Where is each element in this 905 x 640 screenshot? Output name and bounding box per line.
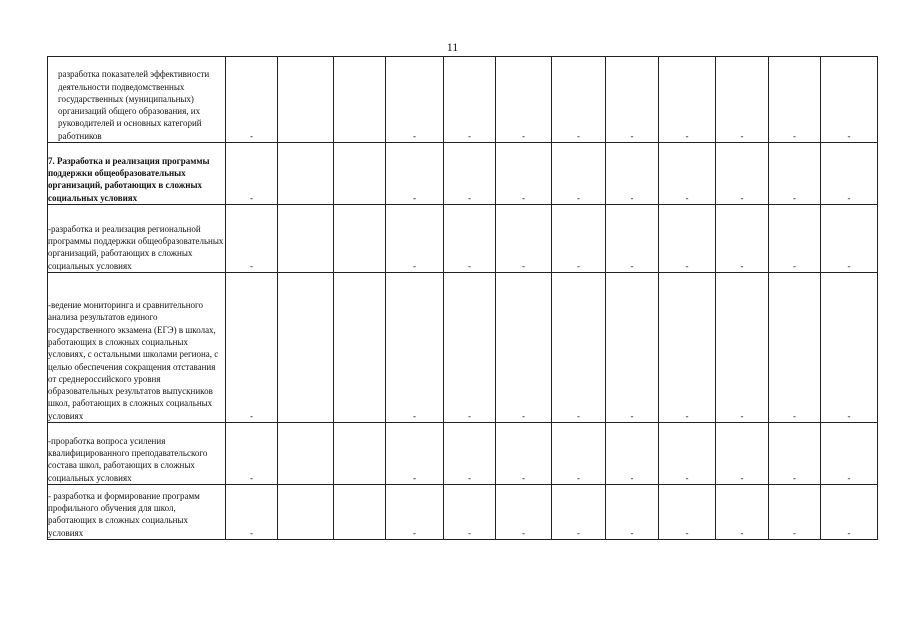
value-cell: - (716, 273, 769, 423)
value-cell: - (659, 423, 716, 485)
page-number: 11 (446, 40, 459, 54)
value-cell: - (769, 143, 821, 205)
value-cell: - (552, 143, 606, 205)
value-cell: - (769, 485, 821, 540)
value-cell: - (496, 57, 552, 143)
value-cell: - (386, 273, 444, 423)
value-cell (334, 57, 386, 143)
value-cell: - (606, 273, 659, 423)
value-cell (334, 423, 386, 485)
value-cell: - (821, 57, 878, 143)
value-cell: - (606, 485, 659, 540)
value-cell: - (386, 485, 444, 540)
value-cell (334, 205, 386, 273)
value-cell: - (659, 485, 716, 540)
value-cell: - (606, 205, 659, 273)
value-cell: - (716, 57, 769, 143)
plan-table (47, 56, 878, 540)
value-cell: - (821, 273, 878, 423)
value-cell: - (769, 423, 821, 485)
value-cell: - (821, 485, 878, 540)
value-cell: - (444, 57, 496, 143)
value-cell (278, 57, 334, 143)
value-cell: - (659, 57, 716, 143)
value-cell: - (821, 143, 878, 205)
value-cell: - (496, 143, 552, 205)
value-cell (278, 143, 334, 205)
value-cell: - (659, 205, 716, 273)
value-cell: - (552, 273, 606, 423)
table-row (48, 485, 878, 540)
value-cell (278, 273, 334, 423)
value-cell (334, 485, 386, 540)
table-row (48, 273, 878, 423)
row-label: - разработка и формирование программ профильного обучения для школ, работающих в сложных социальных условиях (48, 485, 226, 540)
value-cell: - (769, 273, 821, 423)
value-cell: - (552, 485, 606, 540)
table-row (48, 205, 878, 273)
value-cell (334, 273, 386, 423)
value-cell: - (226, 273, 278, 423)
value-cell: - (606, 423, 659, 485)
table-row (48, 423, 878, 485)
row-label: разработка показателей эффективности деятельности подведомственных государственных (муниципальных) организаций общего образования, их руководителей и основных категорий работников (48, 57, 226, 143)
value-cell: - (659, 143, 716, 205)
value-cell: - (659, 273, 716, 423)
value-cell: - (226, 485, 278, 540)
row-label: -разработка и реализация региональной программы поддержки общеобразовательных организаций, работающих в сложных социальных условиях (48, 205, 226, 273)
value-cell: - (444, 205, 496, 273)
value-cell: - (769, 205, 821, 273)
value-cell (278, 485, 334, 540)
value-cell: - (716, 423, 769, 485)
value-cell: - (552, 205, 606, 273)
value-cell: - (821, 423, 878, 485)
value-cell: - (444, 423, 496, 485)
value-cell: - (496, 205, 552, 273)
table-row (48, 143, 878, 205)
value-cell: - (552, 423, 606, 485)
value-cell (278, 205, 334, 273)
value-cell: - (606, 143, 659, 205)
value-cell: - (226, 205, 278, 273)
value-cell: - (386, 423, 444, 485)
value-cell: - (552, 57, 606, 143)
value-cell: - (386, 205, 444, 273)
value-cell: - (444, 485, 496, 540)
value-cell: - (769, 57, 821, 143)
value-cell: - (444, 143, 496, 205)
value-cell: - (716, 205, 769, 273)
value-cell: - (821, 205, 878, 273)
value-cell: - (496, 273, 552, 423)
value-cell (334, 143, 386, 205)
value-cell: - (226, 423, 278, 485)
value-cell: - (226, 143, 278, 205)
value-cell: - (606, 57, 659, 143)
value-cell: - (444, 273, 496, 423)
row-label: -проработка вопроса усиления квалифицированного преподавательского состава школ, работающих в сложных социальных условиях (48, 423, 226, 485)
row-label: -ведение мониторинга и сравнительного анализа результатов единого государственного экзамена (ЕГЭ) в школах, работающих в сложных социальных условиях, с остальными школами региона, с целью обеспечения сокращения отставания от среднероссийского уровня образовательных результатов выпускников школ, работающих в сложных социальных условиях (48, 273, 226, 423)
row-label: 7. Разработка и реализация программы поддержки общеобразовательных организаций, работающих в сложных социальных условиях (48, 143, 226, 205)
value-cell: - (386, 57, 444, 143)
value-cell: - (386, 143, 444, 205)
value-cell: - (716, 485, 769, 540)
table-row (48, 57, 878, 143)
value-cell: - (496, 485, 552, 540)
value-cell: - (716, 143, 769, 205)
value-cell: - (496, 423, 552, 485)
value-cell: - (226, 57, 278, 143)
value-cell (278, 423, 334, 485)
